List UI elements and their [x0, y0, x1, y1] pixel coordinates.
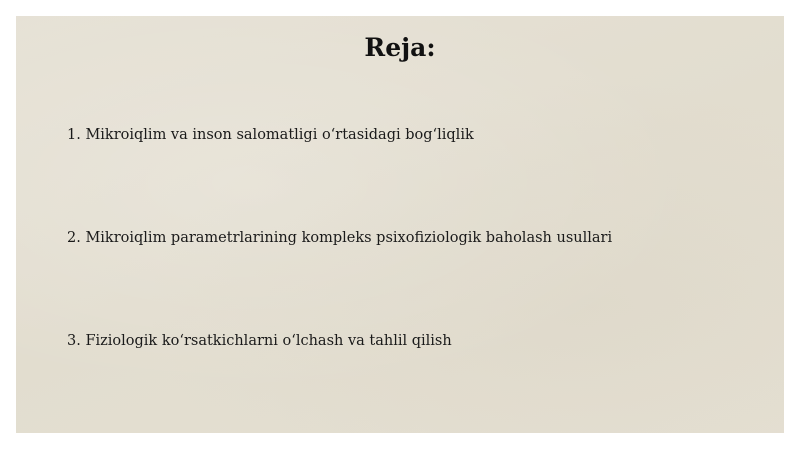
slide: [16, 16, 784, 433]
slide-title: Reja:: [364, 33, 436, 62]
plan-item-1: 1. Mikroiqlim va inson salomatligi o‘rtasidagi bog‘liqlik: [67, 127, 474, 143]
plan-item-2: 2. Mikroiqlim parametrlarining kompleks psixofiziologik baholash usullari: [67, 230, 613, 246]
plan-item-3: 3. Fiziologik ko‘rsatkichlarni o‘lchash va tahlil qilish: [67, 333, 452, 349]
